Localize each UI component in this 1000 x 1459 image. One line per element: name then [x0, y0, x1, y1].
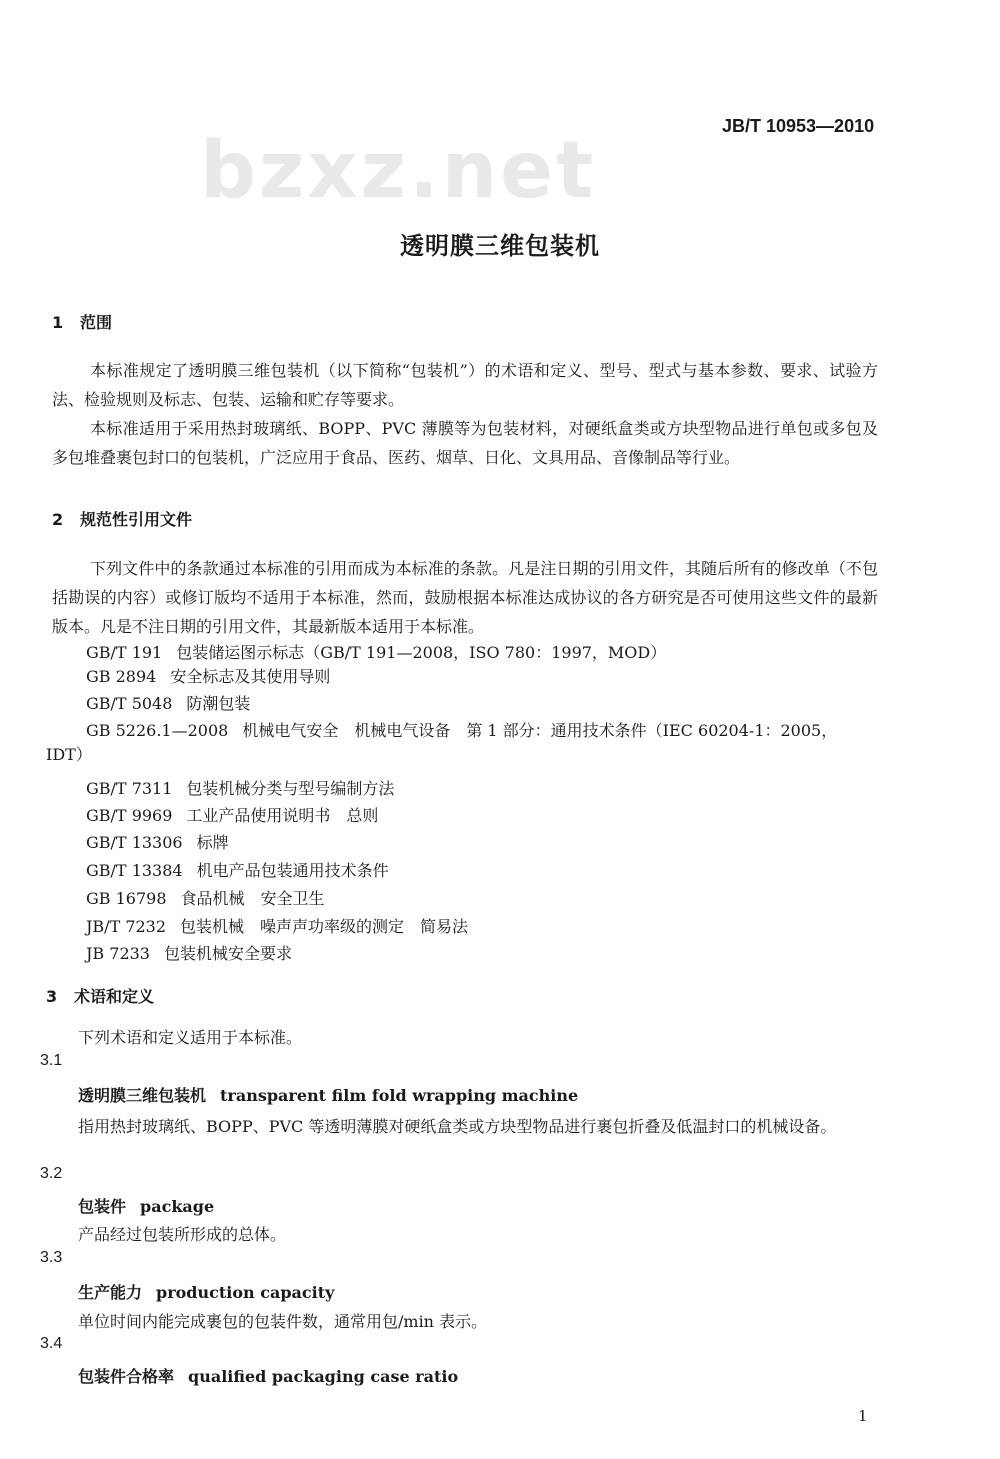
- paragraph: 下列文件中的条款通过本标准的引用而成为本标准的条款。凡是注日期的引用文件，其随后所有的修改单（不包括勘误的内容）或修订版均不适用于本标准，然而，鼓励根据本标准达成协议的各方研究是否可使用这些文件的最新版本。凡是不注日期的引用文件，其最新版本适用于本标准。: [52, 559, 878, 636]
- clause-number: 3.4: [40, 1335, 63, 1352]
- watermark: bzxz.net: [200, 126, 597, 216]
- reference-continuation: IDT）: [46, 745, 92, 764]
- reference-item: GB 16798 食品机械 安全卫生: [86, 889, 325, 908]
- term-entry: 包装件 package: [78, 1197, 215, 1216]
- reference-item: GB 2894 安全标志及其使用导则: [86, 667, 331, 686]
- clause-number: 3.2: [40, 1165, 63, 1182]
- term-entry: 透明膜三维包装机 transparent film fold wrapping machine: [78, 1086, 579, 1105]
- standard-number: JB/T 10953—2010: [722, 116, 875, 136]
- section-heading-references: 2 规范性引用文件: [52, 510, 193, 529]
- reference-item: GB/T 9969 工业产品使用说明书 总则: [86, 806, 379, 825]
- document-title: 透明膜三维包装机: [400, 232, 600, 260]
- term-definition: 指用热封玻璃纸、BOPP、PVC 等透明薄膜对硬纸盒类或方块型物品进行裹包折叠及低温封口的机械设备。: [78, 1117, 837, 1136]
- reference-item: GB/T 5048 防潮包装: [86, 694, 251, 713]
- reference-item: GB/T 7311 包装机械分类与型号编制方法: [86, 779, 395, 798]
- term-definition: 单位时间内能完成裹包的包装件数，通常用包/min 表示。: [78, 1312, 488, 1331]
- reference-item: JB/T 7232 包装机械 噪声声功率级的测定 简易法: [86, 917, 469, 936]
- section-heading-terms: 3 术语和定义: [46, 987, 155, 1006]
- reference-item: GB/T 13306 标牌: [86, 833, 229, 852]
- term-definition: 产品经过包装所形成的总体。: [78, 1225, 287, 1244]
- reference-item: GB 5226.1—2008 机械电气安全 机械电气设备 第 1 部分：通用技术条件（IEC 60204-1：2005，: [86, 721, 838, 740]
- reference-item: GB/T 191 包装储运图示标志（GB/T 191—2008，ISO 780：1997，MOD）: [86, 643, 667, 662]
- term-entry: 包装件合格率 qualified packaging case ratio: [78, 1367, 459, 1386]
- page-number: 1: [858, 1407, 868, 1425]
- reference-item: JB 7233 包装机械安全要求: [86, 944, 292, 963]
- paragraph: 下列术语和定义适用于本标准。: [78, 1028, 303, 1047]
- reference-item: GB/T 13384 机电产品包装通用技术条件: [86, 861, 389, 880]
- clause-number: 3.3: [40, 1249, 63, 1266]
- paragraph: 本标准适用于采用热封玻璃纸、BOPP、PVC 薄膜等为包装材料，对硬纸盒类或方块型物品进行单包或多包及多包堆叠裹包封口的包装机，广泛应用于食品、医药、烟草、日化、文具用品、音像制品等行业。: [52, 419, 878, 467]
- term-entry: 生产能力 production capacity: [78, 1283, 335, 1302]
- paragraph: 本标准规定了透明膜三维包装机（以下简称“包装机”）的术语和定义、型号、型式与基本参数、要求、试验方法、检验规则及标志、包装、运输和贮存等要求。: [52, 361, 878, 409]
- section-heading-scope: 1 范围: [52, 313, 113, 332]
- clause-number: 3.1: [40, 1052, 63, 1069]
